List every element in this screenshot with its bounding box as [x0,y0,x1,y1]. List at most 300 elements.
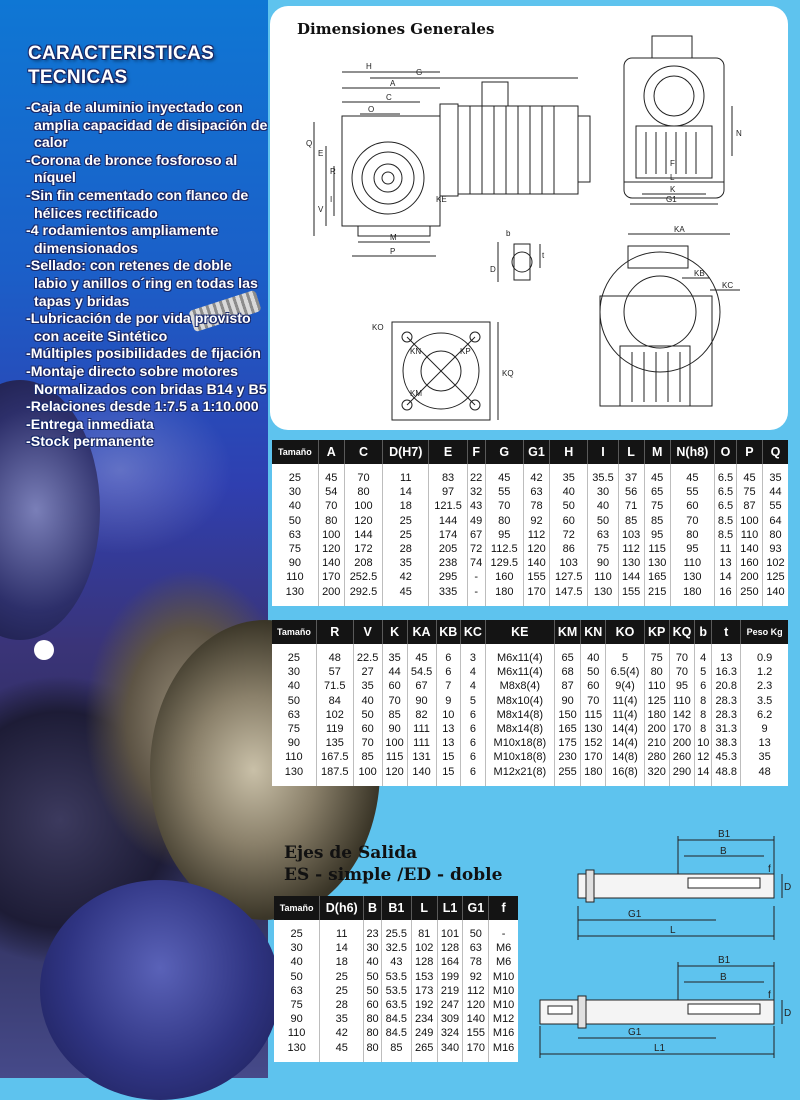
table-row [274,955,518,969]
features-title-line-2: TECNICAS [28,67,128,88]
feature-item: -Stock permanente [26,434,154,451]
table-cell: 11 [383,464,429,485]
label-e: E [318,149,324,158]
column-header: L [411,896,437,920]
table-cell: 48 [316,644,353,665]
table-cell: 110 [286,571,304,584]
table-cell: 27 [353,665,382,679]
table-cell: 9(4) [606,679,644,693]
table-cell: 11 [715,542,737,556]
table-cell: M12x21(8) [485,765,554,786]
table-cell: - [467,570,485,584]
features-list [26,100,268,452]
table-cell: 65 [554,644,580,665]
table-cell: 103 [618,528,644,542]
table-cell: 100 [318,528,344,542]
table-cell: 65 [644,485,670,499]
column-header: G1 [463,896,489,920]
table-cell: 70 [669,665,695,679]
table-cell: 90 [288,557,301,570]
table-cell: 6 [436,665,461,679]
table-cell: 60 [550,514,588,528]
table-cell: 100 [382,736,407,750]
table-cell: 324 [437,1026,463,1040]
table-cell: 205 [429,542,467,556]
shaft-section-title [284,842,502,886]
table-cell: 14 [715,570,737,584]
table-cell: 155 [523,570,549,584]
table-row [272,765,788,786]
label-kb: KB [694,269,705,278]
table-cell: 48 [741,765,788,786]
table-cell: 260 [669,750,695,764]
table-cell: 80 [364,1012,382,1026]
label-n: N [736,129,742,138]
table-cell: 60 [353,722,382,736]
column-header: KC [461,620,486,644]
table-cell: 180 [644,708,669,722]
table-row [272,694,788,708]
table-cell: 115 [644,542,670,556]
table-cell: 111 [407,722,436,736]
table-cell: 30 [588,485,618,499]
table-cell: 92 [463,970,489,984]
table-cell: 120 [318,542,344,556]
table-cell: 25 [320,970,364,984]
table-cell: 42 [383,570,429,584]
column-header: KE [485,620,554,644]
features-title [28,42,258,90]
feature-item: -Caja de aluminio inyectado con amplia capacidad de disipación de calor [26,100,268,152]
column-header: F [467,440,485,464]
label-ko: KO [372,323,384,332]
table-cell: 70 [485,499,523,513]
table-cell: 80 [318,514,344,528]
table-cell: 230 [554,750,580,764]
table-cell: 68 [554,665,580,679]
table-cell: 40 [588,499,618,513]
table-cell: 127.5 [550,570,588,584]
table-cell: 45 [320,1041,364,1062]
table-cell: 28 [320,998,364,1012]
table-cell: 140 [736,542,762,556]
table-cell: 130 [588,585,618,606]
table-cell: 70 [669,644,695,665]
table-cell: 35 [763,464,789,485]
table-cell: 1.2 [741,665,788,679]
table-cell: 50 [588,514,618,528]
table-cell: 130 [287,1041,306,1054]
table-row [272,570,788,584]
table-cell: 6.5 [715,464,737,485]
table-cell: 50 [581,665,606,679]
gearbox-housing-photo [40,880,280,1100]
feature-item: -Lubricación de por vida provisto con aceite Sintético [26,311,251,345]
table-cell: 14(4) [606,722,644,736]
table-cell: 18 [383,499,429,513]
table-cell: 28 [383,542,429,556]
table-cell: 30 [288,486,301,499]
table-cell: 22 [467,464,485,485]
table-cell: 80 [670,528,714,542]
table-cell: 8 [695,694,712,708]
table-cell: 6 [461,708,486,722]
table-cell: 63 [290,984,303,997]
table-cell: 112.5 [485,542,523,556]
table-cell: 45 [318,464,344,485]
table-cell: 14(8) [606,750,644,764]
label-a: A [390,79,396,88]
table-cell: 120 [382,765,407,786]
label-k: K [670,185,676,194]
table-row [272,750,788,764]
label-kp: KP [460,347,471,356]
table-cell: 8 [695,722,712,736]
table-cell: 64 [763,514,789,528]
column-header: b [695,620,712,644]
table-cell: 4 [695,644,712,665]
table-cell: 85 [381,1041,411,1062]
table-cell: 200 [669,736,695,750]
table-cell: 22.5 [353,644,382,665]
table-cell: 50 [288,514,301,527]
table-row [272,542,788,556]
label-d: D [784,882,792,893]
table-cell: 84.5 [381,1012,411,1026]
table-cell: 28.3 [712,694,741,708]
table-cell: 71 [618,499,644,513]
label-b: b [506,229,511,238]
table-cell: 38.3 [712,736,741,750]
column-header: G1 [523,440,549,464]
table-cell: 50 [364,970,382,984]
feature-item: -Múltiples posibilidades de fijación [26,346,261,363]
column-header: A [318,440,344,464]
table-cell: 130 [284,765,304,778]
table-cell: 170 [523,585,549,606]
table-cell: 6 [461,722,486,736]
table-cell: 45 [736,464,762,485]
table-cell: 110 [669,694,695,708]
label-d: D [490,265,496,274]
label-l: L [670,925,676,936]
table-cell: M6 [489,941,518,955]
table-row [272,679,788,693]
column-header: Peso Kg [741,620,788,644]
table-row [274,920,518,941]
column-header: K [382,620,407,644]
table-cell: 54 [318,485,344,499]
table-cell: 110 [670,556,714,570]
column-header: E [429,440,467,464]
table-cell: 128 [411,955,437,969]
table-cell: 102 [411,941,437,955]
table-cell: 292.5 [344,585,382,606]
column-header: Q [763,440,789,464]
table-cell: 75 [287,723,301,736]
technical-drawing-panel [270,6,788,430]
column-header: KQ [669,620,695,644]
table-cell: M8x14(8) [485,722,554,736]
table-cell: 238 [429,556,467,570]
column-header: B [364,896,382,920]
table-cell: 200 [644,722,669,736]
table-cell: 13 [436,722,461,736]
feature-item: -Montaje directo sobre motores Normalizados con bridas B14 y B5 [26,363,267,398]
table-cell: 249 [411,1026,437,1040]
table-cell: 87 [554,679,580,693]
table-cell: M8x14(8) [485,708,554,722]
table-cell: 40 [364,955,382,969]
label-kn: KN [410,347,422,356]
table-cell: 14(4) [606,736,644,750]
table-cell: 40 [287,680,301,693]
label-i: I [330,195,333,204]
table-cell: 63 [463,941,489,955]
table-cell: 280 [644,750,669,764]
table-cell: 131 [407,750,436,764]
table-cell: 5 [695,665,712,679]
table-cell: 35.5 [588,464,618,485]
table-cell: 200 [318,585,344,606]
column-header: P [736,440,762,464]
table-cell: 48.8 [712,765,741,786]
table-row [274,1026,518,1040]
table-cell: 93 [763,542,789,556]
table-cell: 44 [382,665,407,679]
label-m: M [390,233,397,242]
table-cell: 7 [436,679,461,693]
label-l1: L1 [654,1043,666,1054]
table-cell: 110 [285,751,303,764]
table-cell: 2.3 [741,679,788,693]
shaft-table [274,896,518,1062]
label-g1: G1 [666,195,677,204]
table-row [272,736,788,750]
table-cell: 75 [644,499,670,513]
table-cell: 92 [523,514,549,528]
label-g: G [416,68,423,77]
table-cell: 130 [618,556,644,570]
table-cell: 112 [523,528,549,542]
table-cell: 102 [763,556,789,570]
drawing-title: Dimensiones Generales [297,20,495,38]
table-cell: 247 [437,998,463,1012]
label-b-double: B [720,972,727,983]
column-header: KO [606,620,644,644]
table-cell: 25.5 [381,920,411,941]
table-header-row [274,896,518,920]
table-cell: 80 [344,485,382,499]
table-cell: 14 [320,941,364,955]
label-c: C [386,93,392,102]
table-body [274,920,518,1062]
table-cell: 97 [429,485,467,499]
label-q: Q [306,139,313,148]
label-h: H [366,62,372,71]
column-header: f [489,896,518,920]
table-cell: 187.5 [316,765,353,786]
table-cell: 115 [581,708,606,722]
highlight-dot [34,640,54,660]
table-cell: 90 [290,1013,303,1026]
table-cell: 295 [429,570,467,584]
table-cell: 180 [581,765,606,786]
table-cell: 265 [411,1041,437,1062]
column-header: V [353,620,382,644]
table-cell: 6.2 [741,708,788,722]
table-cell: 78 [523,499,549,513]
column-header: KM [554,620,580,644]
table-cell: 45 [485,464,523,485]
table-cell: 50 [353,708,382,722]
label-b1: B1 [718,829,731,840]
table-cell: 6 [461,736,486,750]
column-header: KA [407,620,436,644]
table-cell: 234 [411,1012,437,1026]
table-row [272,644,788,665]
table-cell: 172 [344,542,382,556]
table-cell: 55 [485,485,523,499]
table-cell: 25 [287,652,301,664]
table-cell: 100 [353,765,382,786]
gearbox-drawing [270,6,788,430]
table-cell: 81 [411,920,437,941]
table-cell: M6x11(4) [485,665,554,679]
label-kq: KQ [502,369,514,378]
table-cell: M10x18(8) [485,736,554,750]
table-row [272,708,788,722]
table-cell: 180 [670,585,714,606]
table-cell: 90 [407,694,436,708]
shaft-title-line-2: ES - simple /ED - doble [284,865,503,885]
table-cell: 150 [554,708,580,722]
table-cell: 11 [320,920,364,941]
feature-item: -Sellado: con retenes de doble labio y anillos o´ring en todas las tapas y bridas [26,258,258,310]
table-cell: 112 [618,542,644,556]
table-cell: 140 [407,765,436,786]
table-cell: 43 [381,955,411,969]
label-r: R [330,167,336,176]
table-cell: 4 [461,679,486,693]
table-cell: 8.5 [715,528,737,542]
table-cell: 40 [353,694,382,708]
table-cell: 170 [669,722,695,736]
table-cell: 6 [461,750,486,764]
label-p: P [390,247,396,256]
column-header: Tamaño [272,620,316,644]
table-cell: 23 [364,920,382,941]
table-cell: 20.8 [712,679,741,693]
table-cell: 43 [467,499,485,513]
table-cell: 63 [287,708,301,721]
table-cell: 135 [316,736,353,750]
table-cell: 180 [485,585,523,606]
table-cell: 80 [644,665,669,679]
column-header: Tamaño [272,440,318,464]
label-f: F [670,159,675,168]
column-header: R [316,620,353,644]
table-cell: 70 [670,514,714,528]
table-cell: 142 [669,708,695,722]
label-b: B [720,846,727,857]
table-cell: 31.3 [712,722,741,736]
table-cell: 5 [461,694,486,708]
label-d-double: D [784,1008,792,1019]
table-cell: 72 [550,528,588,542]
table-cell: 35 [353,679,382,693]
feature-item: -Entrega inmediata [26,416,154,433]
features-panel [0,0,268,1078]
table-cell: 9 [741,722,788,736]
table-cell: 140 [318,556,344,570]
table-cell: 215 [644,585,670,606]
table-cell: M10 [489,970,518,984]
feature-item: -Relaciones desde 1:7.5 a 1:10.000 [26,399,259,416]
table-header-row [272,620,788,644]
column-header: t [712,620,741,644]
shaft-drawing [528,826,790,1070]
table-cell: 85 [618,514,644,528]
column-header: H [550,440,588,464]
column-header: D(H7) [383,440,429,464]
table-cell: 55 [670,485,714,499]
features-title-line-1: CARACTERISTICAS [28,43,215,64]
table-cell: 309 [437,1012,463,1026]
table-cell: 165 [554,722,580,736]
column-header: L1 [437,896,463,920]
label-g1: G1 [628,909,642,920]
table-cell: M8x10(4) [485,694,554,708]
table-cell: 32.5 [381,941,411,955]
column-header: I [588,440,618,464]
label-f: f [768,864,771,875]
feature-item: -4 rodamientos ampliamente dimensionados [26,223,219,257]
table-cell: 173 [411,984,437,998]
table-cell: 6.5 [715,485,737,499]
table-cell: 95 [670,542,714,556]
table-cell: 63 [288,528,301,541]
table-cell: 60 [670,499,714,513]
table-row [274,1041,518,1062]
table-cell: 119 [316,722,353,736]
table-cell: 44 [763,485,789,499]
table-cell: 210 [644,736,669,750]
table-cell: 75 [736,485,762,499]
column-header: G [485,440,523,464]
table-cell: 63 [523,485,549,499]
table-row [272,464,788,485]
table-row [272,499,788,513]
table-cell: 40 [581,644,606,665]
table-cell: 57 [316,665,353,679]
table-cell: 16.3 [712,665,741,679]
table-cell: 6 [461,765,486,786]
table-cell: 70 [353,736,382,750]
table-row [274,1012,518,1026]
table-cell: 174 [429,528,467,542]
table-cell: 60 [581,679,606,693]
table-cell: 11(4) [606,694,644,708]
table-cell: 200 [736,570,762,584]
table-cell: 140 [763,585,789,606]
table-cell: 335 [429,585,467,606]
table-row [274,984,518,998]
table-cell: 63 [588,528,618,542]
label-v: V [318,205,324,214]
table-cell: 82 [407,708,436,722]
table-cell: 340 [437,1041,463,1062]
